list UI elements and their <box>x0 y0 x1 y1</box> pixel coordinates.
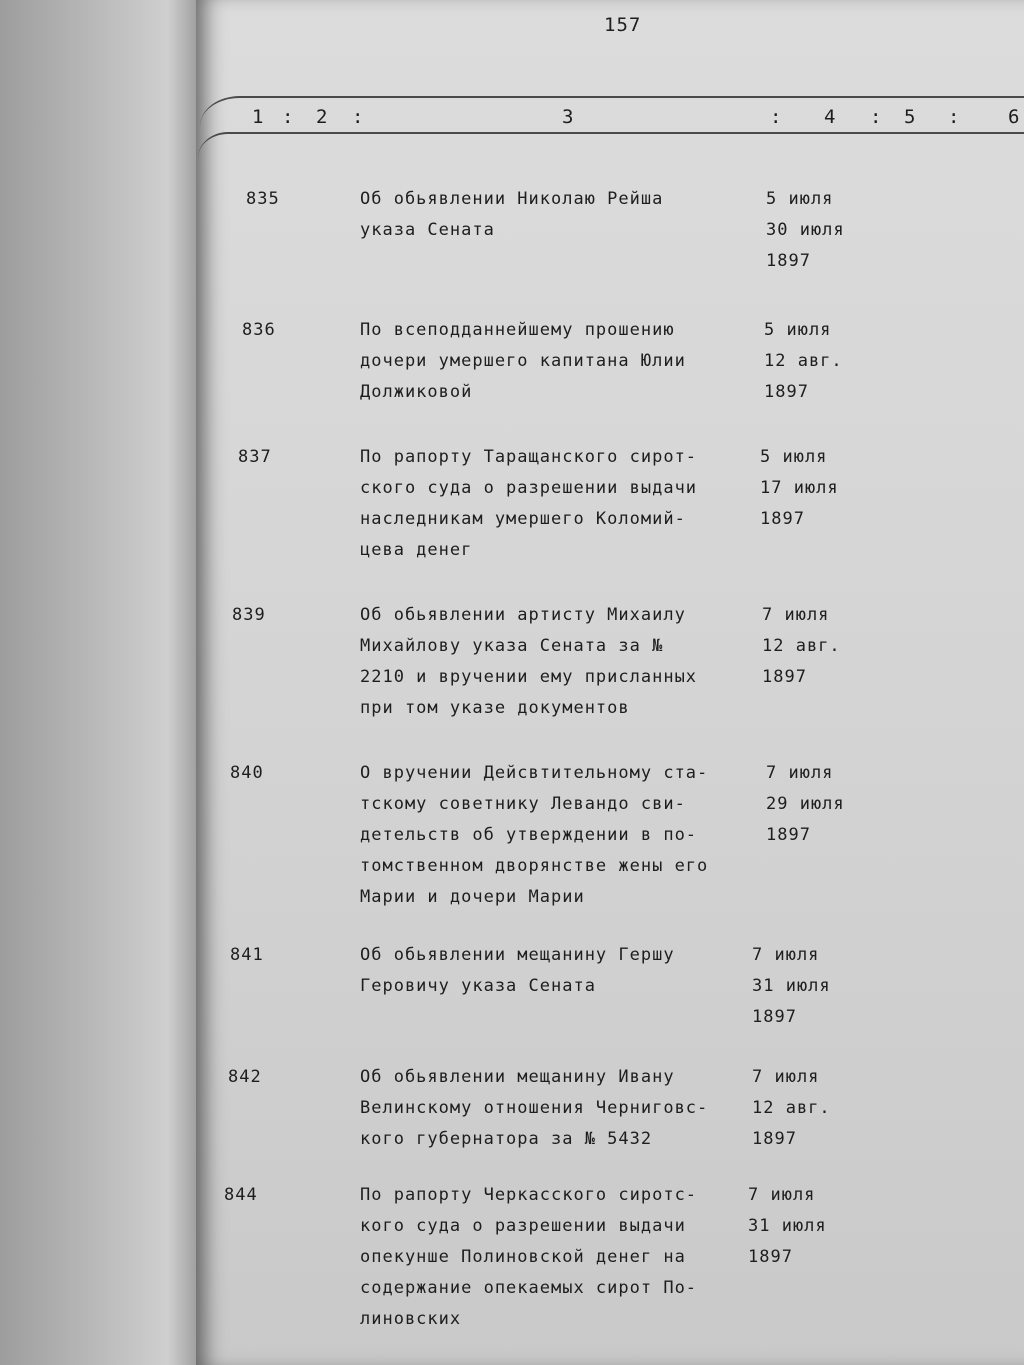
entry-title <box>360 1062 760 1155</box>
entry-title <box>360 1180 760 1335</box>
entry-title-line: По рапорту Таращанского сирот- <box>360 447 698 467</box>
entry-number: 837 <box>238 447 272 467</box>
entry-date-end: 31 июля <box>752 976 831 996</box>
entry-title-line: Михайлову указа Сената за № <box>360 636 664 656</box>
entry-number: 841 <box>230 945 264 965</box>
entry-title-line: опекунше Полиновской денег на <box>360 1247 686 1267</box>
entry-title-line: линовских <box>360 1309 462 1329</box>
entry-year: 1897 <box>748 1247 793 1267</box>
entry-year: 1897 <box>760 509 805 529</box>
entry-title-line: Марии и дочери Марии <box>360 887 585 907</box>
entry-date-end: 12 авг. <box>762 636 841 656</box>
column-separator: : <box>282 106 294 128</box>
column-header-1: 1 <box>252 106 264 128</box>
entry-title-line: томственном дворянстве жены его <box>360 856 709 876</box>
entry-dates <box>766 758 886 851</box>
entry-title <box>360 184 760 246</box>
entry-date-end: 29 июля <box>766 794 845 814</box>
entry-number: 844 <box>224 1185 258 1205</box>
column-header-5: 5 <box>904 106 916 128</box>
entry-date-start: 7 июля <box>762 605 830 625</box>
entry-title <box>360 442 760 566</box>
entry-title-line: указа Сената <box>360 220 495 240</box>
entry-title-line: ского суда о разрешении выдачи <box>360 478 698 498</box>
entry-title <box>360 758 760 913</box>
entry-date-end: 30 июля <box>766 220 845 240</box>
entry-year: 1897 <box>752 1129 797 1149</box>
header-rule-bottom <box>198 132 1024 164</box>
column-header-2: 2 <box>316 106 328 128</box>
entry-title-line: содержание опекаемых сирот По- <box>360 1278 698 1298</box>
entry-number: 840 <box>230 763 264 783</box>
column-separator: : <box>870 106 882 128</box>
entry-dates <box>752 940 872 1033</box>
entry-year: 1897 <box>766 251 811 271</box>
entry-title-line: дочери умершего капитана Юлии <box>360 351 686 371</box>
column-header-3: 3 <box>562 106 574 128</box>
entry-date-start: 7 июля <box>766 763 834 783</box>
entry-title-line: Должиковой <box>360 382 473 402</box>
entry-dates <box>766 184 886 277</box>
entry-title-line: Об обьявлении мещанину Гершу <box>360 945 675 965</box>
entry-year: 1897 <box>764 382 809 402</box>
entry-date-end: 17 июля <box>760 478 839 498</box>
entry-number: 842 <box>228 1067 262 1087</box>
entry-date-start: 5 июля <box>760 447 828 467</box>
entry-title-line: Велинскому отношения Черниговс- <box>360 1098 709 1118</box>
column-separator: : <box>770 106 782 128</box>
entry-dates <box>748 1180 868 1273</box>
entry-date-start: 7 июля <box>748 1185 816 1205</box>
column-separator: : <box>948 106 960 128</box>
entry-dates <box>752 1062 872 1155</box>
column-header-6: 6 <box>1008 106 1020 128</box>
entry-title-line: детельств об утверждении в по- <box>360 825 698 845</box>
entry-year: 1897 <box>762 667 807 687</box>
entry-date-start: 5 июля <box>766 189 834 209</box>
column-header-4: 4 <box>824 106 836 128</box>
entry-title <box>360 600 760 724</box>
entry-title <box>360 940 760 1002</box>
entry-date-end: 12 авг. <box>752 1098 831 1118</box>
entry-title-line: Об обьявлении Николаю Рейша <box>360 189 664 209</box>
entry-title-line: кого суда о разрешении выдачи <box>360 1216 686 1236</box>
entry-date-end: 12 авг. <box>764 351 843 371</box>
entry-title-line: тскому советнику Левандо сви- <box>360 794 686 814</box>
left-page-edge <box>0 0 210 1365</box>
entry-title-line: кого губернатора за № 5432 <box>360 1129 653 1149</box>
entry-number: 836 <box>242 320 276 340</box>
entry-dates <box>764 315 884 408</box>
column-separator: : <box>352 106 364 128</box>
entry-date-start: 7 июля <box>752 1067 820 1087</box>
entry-number: 835 <box>246 189 280 209</box>
entry-title <box>360 315 760 408</box>
entry-title-line: наследникам умершего Коломий- <box>360 509 686 529</box>
column-header-row <box>252 106 1024 136</box>
entry-title-line: Об обьявлении артисту Михаилу <box>360 605 686 625</box>
entry-number: 839 <box>232 605 266 625</box>
entry-title-line: По всеподданнейшему прошению <box>360 320 675 340</box>
entry-title-line: при том указе документов <box>360 698 630 718</box>
entry-title-line: 2210 и вручении ему присланных <box>360 667 698 687</box>
page-number: 157 <box>604 14 642 36</box>
entry-title-line: Об обьявлении мещанину Ивану <box>360 1067 675 1087</box>
entry-date-end: 31 июля <box>748 1216 827 1236</box>
entry-title-line: Геровичу указа Сената <box>360 976 596 996</box>
entry-dates <box>760 442 880 535</box>
entry-title-line: цева денег <box>360 540 473 560</box>
entry-date-start: 7 июля <box>752 945 820 965</box>
entry-year: 1897 <box>752 1007 797 1027</box>
entry-title-line: По рапорту Черкасского сиротс- <box>360 1185 698 1205</box>
entry-date-start: 5 июля <box>764 320 832 340</box>
entry-dates <box>762 600 882 693</box>
entry-year: 1897 <box>766 825 811 845</box>
entry-title-line: О вручении Дейсвтительному ста- <box>360 763 709 783</box>
